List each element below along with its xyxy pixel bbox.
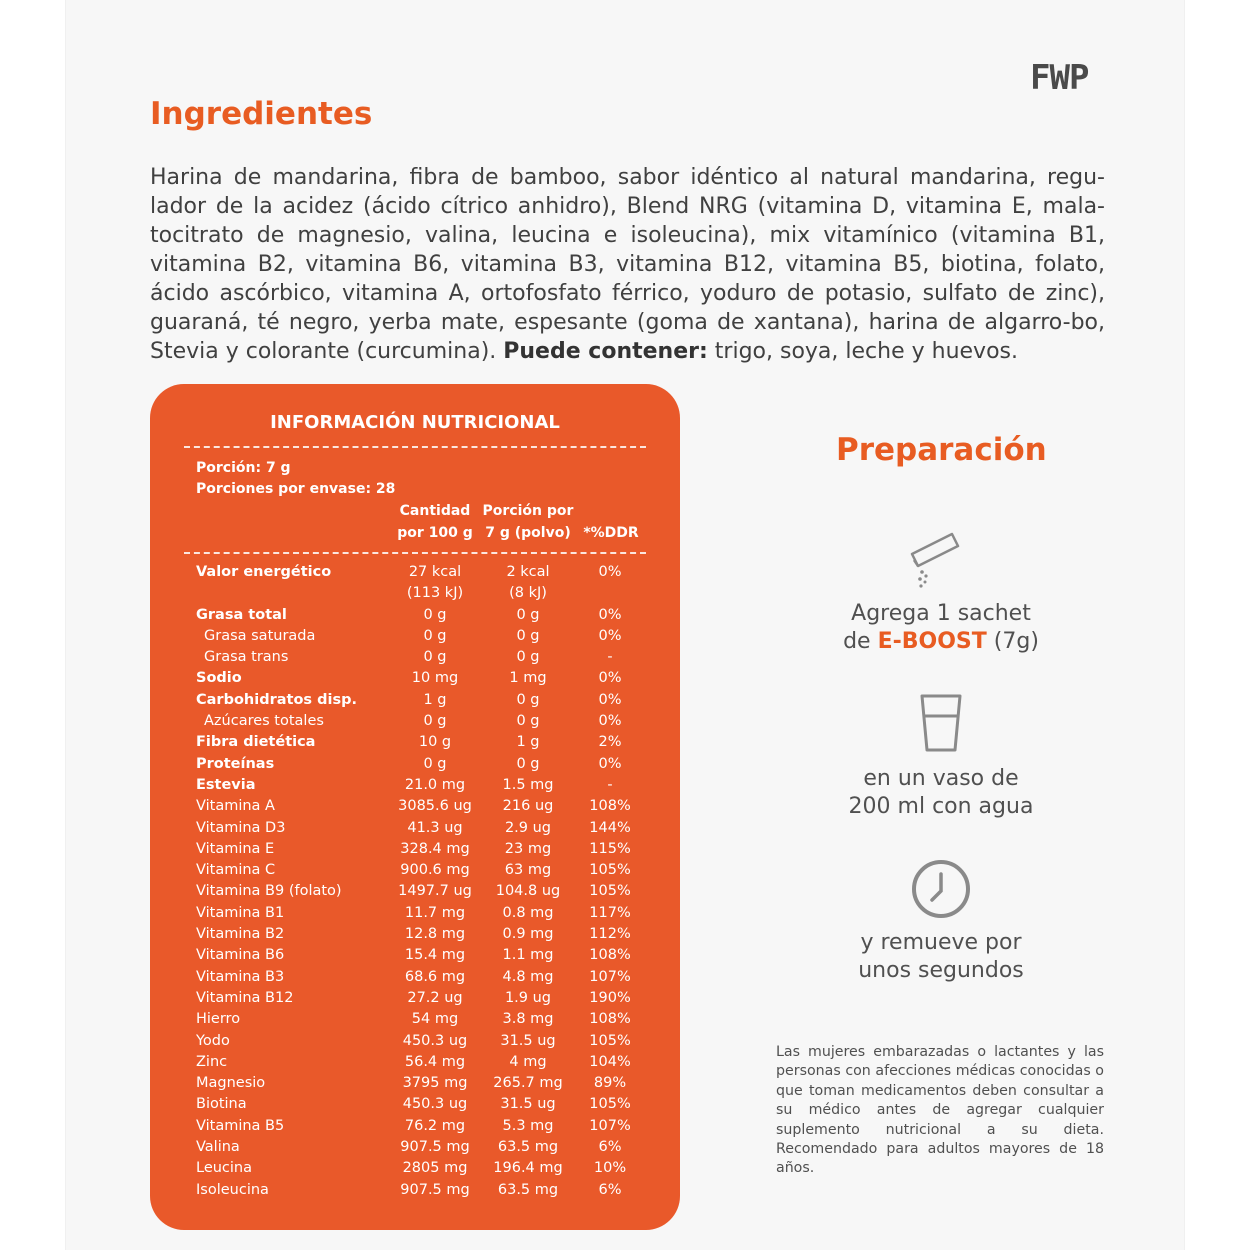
table-row bbox=[150, 692, 680, 713]
ddr-percent: - bbox=[607, 776, 613, 793]
nutrient-name: Azúcares totales bbox=[204, 713, 324, 730]
amount-per-7g: 3.8 mg bbox=[502, 1011, 554, 1028]
nutrient-name: Vitamina B6 bbox=[196, 947, 285, 964]
ddr-percent: 144% bbox=[589, 819, 631, 836]
nutrient-name: Vitamina E bbox=[196, 840, 275, 857]
nutrient-name: Vitamina B3 bbox=[196, 968, 285, 985]
amount-per-100g: 12.8 mg bbox=[404, 926, 466, 943]
ingredients-text bbox=[150, 163, 1105, 366]
table-row bbox=[150, 628, 680, 649]
amount-per-7g: 265.7 mg bbox=[493, 1075, 563, 1092]
health-warning: Las mujeres embarazadas o lactantes y las personas con afecciones médicas conocidas o que toman medicamentos deben consultar a su médico antes de agregar cualquier suplemento nutricional a su dieta. Recomendado para adultos mayores de 18 años. bbox=[776, 1044, 1104, 1177]
amount-per-7g: 0 g bbox=[516, 755, 540, 772]
table-row bbox=[150, 607, 680, 628]
ddr-percent: 0% bbox=[598, 564, 622, 580]
nutrient-name: Sodio bbox=[196, 670, 242, 687]
ingredients-list: Harina de mandarina, fibra de bamboo, sabor idéntico al natural mandarina, regu-lador de la acidez (ácido cítrico anhidro), Blend NRG (vitamina D, vitamina E, mala-tocitrato de magnesio, valina, leucina e isoleucina), mix vitamínico (vitamina B1, vitamina B2, vitamina B6, vitamina B3, vitamina B12, vitamina B5, biotina, folato, ácido ascórbico, vitamina A, ortofosfato férrico, yoduro de potasio, sulfato de zinc), guaraná, té negro, yerba mate, espesante (goma de xantana), harina de algarro-bo, Stevia y colorante (curcumina). bbox=[150, 165, 1105, 364]
amount-per-100g: 68.6 mg bbox=[404, 968, 466, 985]
amount-per-100g: 907.5 mg bbox=[400, 1139, 470, 1156]
step-add-sachet bbox=[806, 600, 1076, 656]
ddr-percent: 89% bbox=[593, 1075, 627, 1092]
amount-per-7g: 2 kcal bbox=[506, 564, 550, 580]
table-row bbox=[150, 1033, 680, 1054]
nutrient-name: Isoleucina bbox=[196, 1181, 269, 1198]
nutrient-name: Vitamina B1 bbox=[196, 904, 285, 921]
amount-per-100g: 450.3 ug bbox=[402, 1032, 468, 1049]
amount-per-7g: 0 g bbox=[516, 713, 540, 730]
col-header-per-100g-line1: Cantidad bbox=[399, 503, 471, 519]
amount-per-100g: 41.3 ug bbox=[407, 819, 463, 836]
ddr-percent: 105% bbox=[589, 1096, 631, 1113]
clock-icon bbox=[910, 858, 972, 920]
ddr-percent: 0% bbox=[598, 670, 622, 687]
amount-per-100g: 0 g bbox=[423, 649, 447, 666]
table-row bbox=[150, 670, 680, 691]
amount-per-7g: 63.5 mg bbox=[497, 1139, 559, 1156]
amount-per-7g: 4.8 mg bbox=[502, 968, 554, 985]
amount-per-100g: 0 g bbox=[423, 713, 447, 730]
amount-per-100g: 0 g bbox=[423, 606, 447, 623]
amount-per-7g: 23 mg bbox=[504, 840, 552, 857]
amount-per-7g: 0 g bbox=[516, 649, 540, 666]
ddr-percent: 115% bbox=[589, 840, 631, 857]
amount-per-100g: 10 g bbox=[418, 734, 452, 751]
step-stir-line2: unos segundos bbox=[858, 958, 1024, 983]
ddr-percent: 108% bbox=[589, 1011, 631, 1028]
brand-logo: FWP bbox=[1030, 58, 1089, 98]
ddr-percent: 108% bbox=[589, 798, 631, 815]
nutrient-name: Proteínas bbox=[196, 755, 275, 772]
amount-per-7g: 63.5 mg bbox=[497, 1181, 559, 1198]
amount-per-7g: 2.9 ug bbox=[504, 819, 552, 836]
nutrition-rows bbox=[150, 564, 680, 1203]
amount-per-7g-kj: (8 kJ) bbox=[509, 585, 547, 601]
nutrient-name: Biotina bbox=[196, 1096, 247, 1113]
amount-per-100g: 76.2 mg bbox=[404, 1117, 466, 1134]
divider bbox=[184, 446, 646, 448]
step-glass-line1: en un vaso de bbox=[863, 766, 1019, 791]
product-name: E-BOOST bbox=[877, 629, 987, 654]
step-stir bbox=[806, 929, 1076, 985]
amount-per-7g: 0.9 mg bbox=[502, 926, 554, 943]
ddr-percent: 0% bbox=[598, 606, 622, 623]
amount-per-7g: 104.8 ug bbox=[495, 883, 561, 900]
product-info-page bbox=[66, 0, 1184, 1250]
amount-per-100g: 27 kcal bbox=[408, 564, 462, 580]
table-row bbox=[150, 841, 680, 862]
amount-per-100g: 15.4 mg bbox=[404, 947, 466, 964]
step-glass-line2: 200 ml con agua bbox=[848, 794, 1034, 819]
amount-per-100g: 27.2 ug bbox=[407, 989, 463, 1006]
amount-per-100g: 0 g bbox=[423, 755, 447, 772]
nutrient-name: Vitamina B5 bbox=[196, 1117, 285, 1134]
divider bbox=[184, 552, 646, 554]
col-header-per-100g bbox=[390, 500, 480, 544]
nutrition-panel bbox=[150, 384, 680, 1230]
table-row bbox=[150, 1054, 680, 1075]
amount-per-100g: 328.4 mg bbox=[400, 840, 470, 857]
amount-per-7g: 4 mg bbox=[509, 1053, 547, 1070]
amount-per-100g: 21.0 mg bbox=[404, 776, 466, 793]
amount-per-7g: 63 mg bbox=[504, 862, 552, 879]
ingredients-title: Ingredientes bbox=[150, 96, 373, 132]
amount-per-7g: 1.5 mg bbox=[502, 776, 554, 793]
table-row bbox=[150, 713, 680, 734]
amount-per-100g: 56.4 mg bbox=[404, 1053, 466, 1070]
amount-per-7g: 31.5 ug bbox=[500, 1096, 556, 1113]
ddr-percent: 112% bbox=[589, 926, 631, 943]
nutrient-name: Vitamina B9 (folato) bbox=[196, 883, 342, 900]
nutrient-name: Vitamina B12 bbox=[196, 989, 294, 1006]
amount-per-7g: 1 mg bbox=[509, 670, 547, 687]
servings-per-container: Porciones por envase: 28 bbox=[196, 481, 396, 497]
table-row bbox=[150, 798, 680, 819]
amount-per-7g: 1.1 mg bbox=[502, 947, 554, 964]
table-row bbox=[150, 969, 680, 990]
amount-per-100g: 907.5 mg bbox=[400, 1181, 470, 1198]
table-row bbox=[150, 564, 680, 607]
amount-per-100g: 1497.7 ug bbox=[398, 883, 472, 900]
nutrition-title: INFORMACIÓN NUTRICIONAL bbox=[270, 412, 560, 433]
nutrient-name: Zinc bbox=[196, 1053, 228, 1070]
ddr-percent: 107% bbox=[589, 968, 631, 985]
ddr-percent: 0% bbox=[598, 691, 622, 708]
ddr-percent: 2% bbox=[598, 734, 622, 751]
table-row bbox=[150, 820, 680, 841]
table-row bbox=[150, 1160, 680, 1181]
col-header-ddr: *%DDR bbox=[583, 525, 639, 541]
table-row bbox=[150, 1118, 680, 1139]
table-row bbox=[150, 862, 680, 883]
col-header-per-7g bbox=[480, 500, 576, 544]
step-add-sachet-line2 bbox=[806, 628, 1076, 656]
portion-size: Porción: 7 g bbox=[196, 460, 291, 476]
nutrient-name: Fibra dietética bbox=[196, 734, 316, 751]
amount-per-100g: 3085.6 ug bbox=[398, 798, 472, 815]
amount-per-7g: 0 g bbox=[516, 691, 540, 708]
ddr-percent: 10% bbox=[593, 1160, 627, 1177]
amount-per-7g: 216 ug bbox=[502, 798, 554, 815]
amount-per-7g: 1 g bbox=[516, 734, 540, 751]
col-header-per-7g-line2: 7 g (polvo) bbox=[485, 525, 571, 541]
ddr-percent: 105% bbox=[589, 883, 631, 900]
table-row bbox=[150, 1182, 680, 1203]
step-add-sachet-line1: Agrega 1 sachet bbox=[851, 601, 1031, 626]
table-row bbox=[150, 1011, 680, 1032]
table-row bbox=[150, 905, 680, 926]
table-row bbox=[150, 926, 680, 947]
table-row bbox=[150, 1139, 680, 1160]
allergen-label: Puede contener: bbox=[503, 339, 708, 364]
table-row bbox=[150, 1096, 680, 1117]
ddr-percent: 190% bbox=[589, 989, 631, 1006]
nutrient-name: Yodo bbox=[196, 1032, 230, 1049]
nutrient-name: Vitamina C bbox=[196, 862, 276, 879]
amount-per-100g: 3795 mg bbox=[402, 1075, 468, 1092]
step-glass bbox=[806, 765, 1076, 821]
ddr-percent: - bbox=[607, 649, 613, 666]
nutrient-name: Estevia bbox=[196, 776, 256, 793]
ddr-percent: 117% bbox=[589, 904, 631, 921]
nutrient-name: Carbohidratos disp. bbox=[196, 691, 357, 708]
nutrient-name: Valor energético bbox=[196, 564, 332, 580]
table-row bbox=[150, 649, 680, 670]
ddr-percent: 6% bbox=[598, 1181, 622, 1198]
amount-per-7g: 0.8 mg bbox=[502, 904, 554, 921]
ddr-percent: 108% bbox=[589, 947, 631, 964]
preparation-title: Preparación bbox=[836, 432, 1047, 468]
table-row bbox=[150, 777, 680, 798]
ddr-percent: 105% bbox=[589, 862, 631, 879]
amount-per-7g: 0 g bbox=[516, 606, 540, 623]
glass-icon bbox=[918, 692, 964, 754]
amount-per-100g: 450.3 ug bbox=[402, 1096, 468, 1113]
table-row bbox=[150, 883, 680, 904]
ddr-percent: 107% bbox=[589, 1117, 631, 1134]
step-stir-line1: y remueve por bbox=[860, 930, 1022, 955]
col-header-per-7g-line1: Porción por bbox=[482, 503, 574, 519]
col-header-per-100g-line2: por 100 g bbox=[397, 525, 473, 541]
amount-per-100g: 54 mg bbox=[411, 1011, 459, 1028]
nutrient-name: Grasa total bbox=[196, 606, 287, 623]
nutrient-name: Vitamina A bbox=[196, 798, 275, 815]
nutrient-name: Grasa trans bbox=[204, 649, 289, 666]
nutrient-name: Grasa saturada bbox=[204, 627, 316, 644]
ddr-percent: 104% bbox=[589, 1053, 631, 1070]
ddr-percent: 105% bbox=[589, 1032, 631, 1049]
amount-per-100g: 10 mg bbox=[411, 670, 459, 687]
amount-per-100g-kj: (113 kJ) bbox=[406, 585, 464, 601]
table-row bbox=[150, 734, 680, 755]
table-row bbox=[150, 990, 680, 1011]
ddr-percent: 0% bbox=[598, 713, 622, 730]
ddr-percent: 6% bbox=[598, 1139, 622, 1156]
step-add-sachet-prefix: de bbox=[843, 629, 878, 654]
nutrient-name: Hierro bbox=[196, 1011, 241, 1028]
amount-per-7g: 31.5 ug bbox=[500, 1032, 556, 1049]
amount-per-7g: 196.4 mg bbox=[493, 1160, 563, 1177]
sachet-icon bbox=[904, 530, 970, 590]
amount-per-7g: 0 g bbox=[516, 627, 540, 644]
ddr-percent: 0% bbox=[598, 755, 622, 772]
nutrient-name: Leucina bbox=[196, 1160, 253, 1177]
amount-per-100g: 11.7 mg bbox=[404, 904, 466, 921]
amount-per-100g: 1 g bbox=[423, 691, 447, 708]
ddr-percent: 0% bbox=[598, 627, 622, 644]
amount-per-100g: 900.6 mg bbox=[400, 862, 470, 879]
amount-per-100g: 0 g bbox=[423, 627, 447, 644]
allergen-text: trigo, soya, leche y huevos. bbox=[714, 339, 1018, 364]
amount-per-7g: 1.9 ug bbox=[504, 989, 552, 1006]
amount-per-7g: 5.3 mg bbox=[502, 1117, 554, 1134]
nutrient-name: Valina bbox=[196, 1139, 240, 1156]
nutrient-name: Magnesio bbox=[196, 1075, 266, 1092]
table-row bbox=[150, 947, 680, 968]
nutrient-name: Vitamina B2 bbox=[196, 926, 285, 943]
table-row bbox=[150, 756, 680, 777]
amount-per-100g: 2805 mg bbox=[402, 1160, 468, 1177]
step-add-sachet-suffix: (7g) bbox=[986, 629, 1039, 654]
nutrient-name: Vitamina D3 bbox=[196, 819, 286, 836]
table-row bbox=[150, 1075, 680, 1096]
